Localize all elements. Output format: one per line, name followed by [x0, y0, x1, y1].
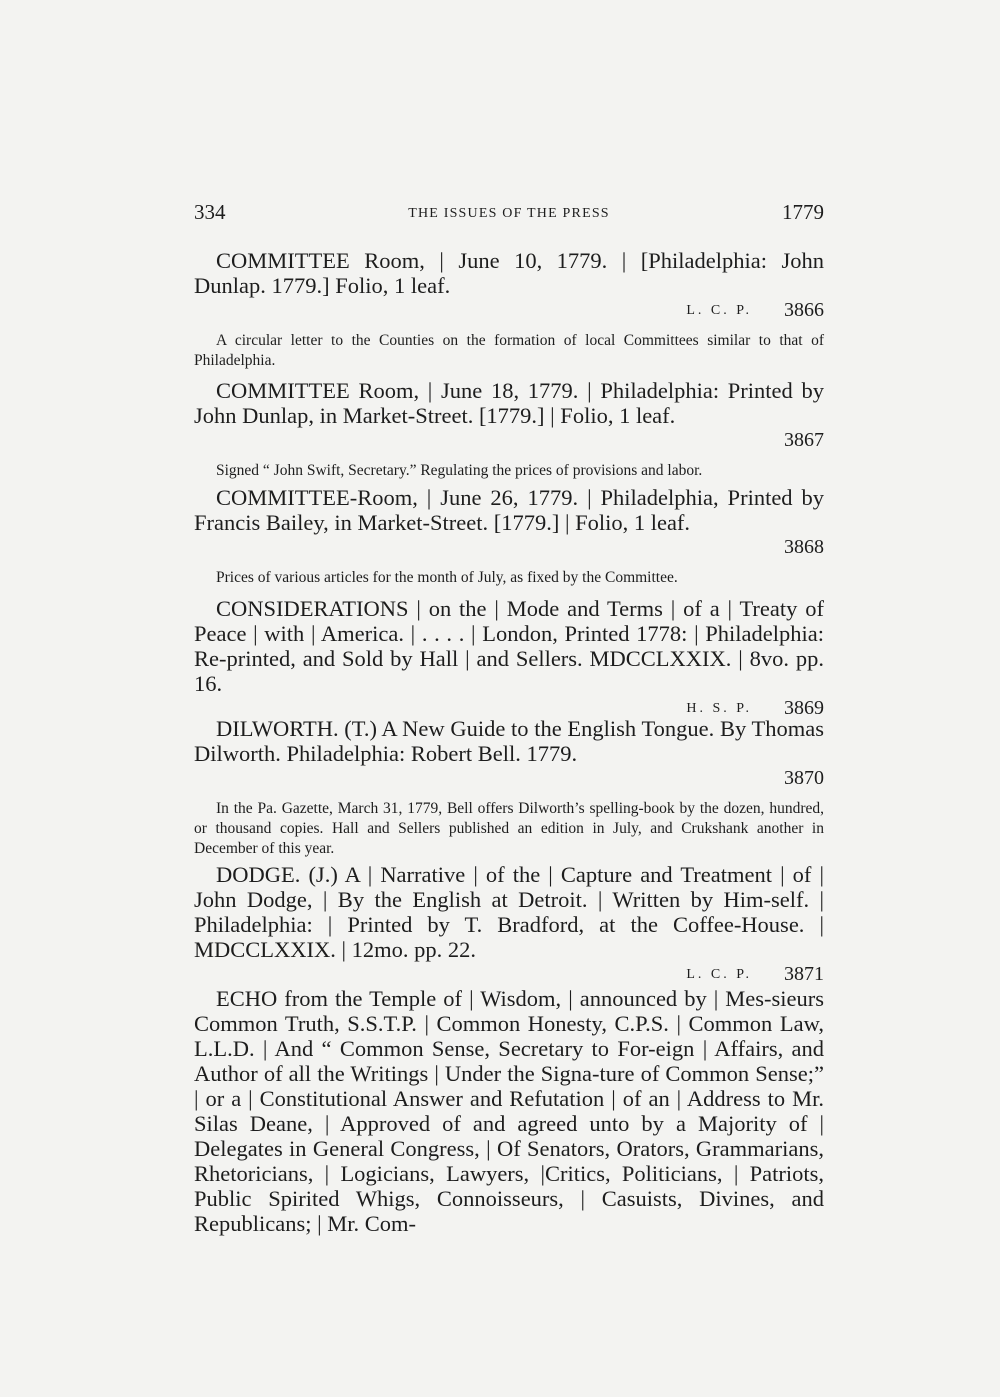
entry-note: A circular letter to the Counties on the formation of local Committees similar to that of Philadelphia. — [194, 332, 824, 369]
entry-number: 3868 — [784, 536, 824, 558]
entry-text: DODGE. (J.) A | Narrative | of the | Capture and Treatment | of | John Dodge, | By the English at Detroit. | Written by Him-self. | Philadelphia: | Printed by T. Bradford, at the Coffee-House. | MDCCLXXIX. | 12mo. pp. 22. — [194, 862, 824, 962]
entry-number: 3869 — [784, 697, 824, 719]
running-title: THE ISSUES OF THE PRESS — [408, 206, 610, 221]
entry-3867 — [194, 378, 824, 481]
page-number: 334 — [194, 200, 226, 224]
entry-3869 — [194, 596, 824, 721]
entry-number: 3871 — [784, 963, 824, 985]
entry-text: COMMITTEE Room, | June 18, 1779. | Philadelphia: Printed by John Dunlap, in Market-Street. [1779.] | Folio, 1 leaf. — [194, 378, 824, 428]
entry-meta — [194, 962, 824, 987]
entry-3866 — [194, 248, 824, 371]
entry-location: L. C. P. — [686, 303, 752, 318]
header-year: 1779 — [782, 200, 824, 224]
entry-number: 3866 — [784, 299, 824, 321]
entry-location: L. C. P. — [686, 967, 752, 982]
entry-meta — [194, 535, 824, 560]
entry-text: COMMITTEE-Room, | June 26, 1779. | Philadelphia, Printed by Francis Bailey, in Market-Street. [1779.] | Folio, 1 leaf. — [194, 485, 824, 535]
running-header — [194, 200, 824, 230]
entry-3870 — [194, 716, 824, 859]
entry-note: Prices of various articles for the month of July, as fixed by the Committee. — [216, 569, 678, 586]
entry-text: COMMITTEE Room, | June 10, 1779. | [Philadelphia: John Dunlap. 1779.] Folio, 1 leaf. — [194, 248, 824, 298]
entry-number: 3870 — [784, 767, 824, 789]
entry-text: CONSIDERATIONS | on the | Mode and Terms | of a | Treaty of Peace | with | America. | . . . . | London, Printed 1778: | Philadelphia: Re-printed, and Sold by Hall | and Sellers. MDCCLXXIX. | 8vo. pp. 16. — [194, 596, 824, 696]
entry-echo — [194, 986, 824, 1236]
entry-meta — [194, 766, 824, 791]
entry-note: In the Pa. Gazette, March 31, 1779, Bell offers Dilworth’s spelling-book by the dozen, hundred, or thousand copies. Hall and Sellers published an edition in July, and Crukshank another in December of this year. — [194, 800, 824, 857]
entry-note: Signed “ John Swift, Secretary.” Regulating the prices of provisions and labor. — [216, 462, 703, 479]
entry-text: DILWORTH. (T.) A New Guide to the English Tongue. By Thomas Dilworth. Philadelphia: Robert Bell. 1779. — [194, 716, 824, 766]
entry-text: ECHO from the Temple of | Wisdom, | announced by | Mes-sieurs Common Truth, S.S.T.P. | Common Honesty, C.P.S. | Common Law, L.L.D. | And “ Common Sense, Secretary to For-eign | Affairs, and Author of all the Writings | Under the Signa-ture of Common Sense;” | or a | Constitutional Answer and Refutation | of an | Address to Mr. Silas Deane, | Approved of and agreed unto by a Majority of | Delegates in General Congress, | Of Senators, Orators, Grammarians, Rhetoricians, | Logicians, Lawyers, |Critics, Politicians, | Patriots, Public Spirited Whigs, Connoisseurs, | Casuists, Divines, and Republicans; | Mr. Com- — [194, 986, 824, 1236]
entry-3868 — [194, 485, 824, 588]
entry-meta — [194, 428, 824, 453]
entry-3871 — [194, 862, 824, 987]
entry-meta — [194, 298, 824, 323]
entry-number: 3867 — [784, 429, 824, 451]
entry-location: H. S. P. — [686, 701, 752, 716]
